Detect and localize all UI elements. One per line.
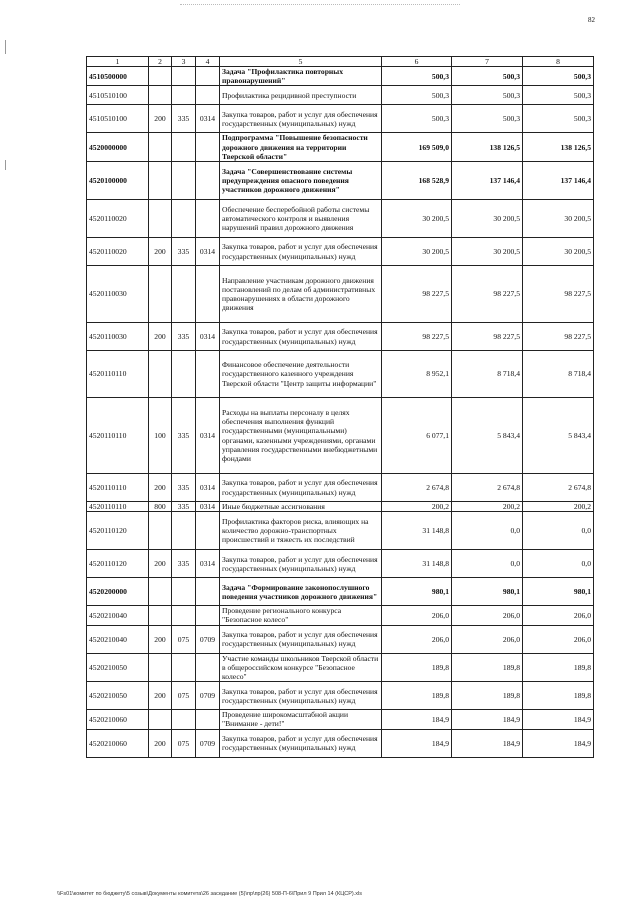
row-value-cell: 206,0 bbox=[382, 606, 452, 625]
row-vr-cell: 200 bbox=[149, 474, 172, 502]
row-name-cell: Обеспечение бесперебойной работы системы автоматического контроля и выявления нарушений правил дорожного движения bbox=[220, 200, 382, 238]
row-razdel-cell bbox=[172, 653, 196, 682]
row-vr-cell: 200 bbox=[149, 729, 172, 757]
row-value-cell: 30 200,5 bbox=[452, 238, 523, 266]
row-vr-cell bbox=[149, 67, 172, 86]
row-podr-cell bbox=[196, 512, 220, 550]
row-razdel-cell: 335 bbox=[172, 238, 196, 266]
row-name-cell: Проведение широкомасштабной акции "Внимание - дети!" bbox=[220, 710, 382, 729]
table-row bbox=[87, 550, 594, 578]
row-code-cell: 4510510100 bbox=[87, 105, 149, 133]
table-row bbox=[87, 578, 594, 606]
row-razdel-cell bbox=[172, 200, 196, 238]
table-row bbox=[87, 398, 594, 474]
row-name-cell: Задача "Формирование законопослушного поведения участников дорожного движения" bbox=[220, 578, 382, 606]
row-vr-cell bbox=[149, 133, 172, 162]
row-value-cell: 500,3 bbox=[452, 86, 523, 105]
row-value-cell: 189,8 bbox=[452, 682, 523, 710]
row-razdel-cell bbox=[172, 162, 196, 200]
row-code-cell: 4520110110 bbox=[87, 398, 149, 474]
table-row bbox=[87, 133, 594, 162]
row-value-cell: 184,9 bbox=[523, 729, 594, 757]
column-header: 5 bbox=[220, 57, 382, 67]
row-code-cell: 4520210060 bbox=[87, 729, 149, 757]
table-row bbox=[87, 162, 594, 200]
row-razdel-cell bbox=[172, 578, 196, 606]
row-value-cell: 138 126,5 bbox=[452, 133, 523, 162]
row-code-cell: 4520210040 bbox=[87, 625, 149, 653]
row-value-cell: 206,0 bbox=[523, 625, 594, 653]
row-podr-cell: 0314 bbox=[196, 502, 220, 512]
row-vr-cell bbox=[149, 162, 172, 200]
row-podr-cell: 0314 bbox=[196, 323, 220, 351]
table-row bbox=[87, 606, 594, 625]
table-row bbox=[87, 86, 594, 105]
row-value-cell: 0,0 bbox=[523, 512, 594, 550]
row-razdel-cell: 075 bbox=[172, 625, 196, 653]
row-podr-cell bbox=[196, 266, 220, 323]
row-value-cell: 500,3 bbox=[382, 67, 452, 86]
row-code-cell: 4520210050 bbox=[87, 682, 149, 710]
row-podr-cell bbox=[196, 578, 220, 606]
row-podr-cell: 0314 bbox=[196, 238, 220, 266]
row-value-cell: 980,1 bbox=[452, 578, 523, 606]
column-header: 8 bbox=[523, 57, 594, 67]
row-value-cell: 189,8 bbox=[382, 653, 452, 682]
row-value-cell: 500,3 bbox=[523, 67, 594, 86]
table-row bbox=[87, 502, 594, 512]
row-vr-cell bbox=[149, 512, 172, 550]
row-value-cell: 98 227,5 bbox=[452, 266, 523, 323]
row-value-cell: 8 718,4 bbox=[523, 351, 594, 398]
row-name-cell: Закупка товаров, работ и услуг для обеспечения государственных (муниципальных) нужд bbox=[220, 238, 382, 266]
row-code-cell: 4520210050 bbox=[87, 653, 149, 682]
row-vr-cell bbox=[149, 710, 172, 729]
row-razdel-cell: 335 bbox=[172, 323, 196, 351]
row-value-cell: 98 227,5 bbox=[523, 266, 594, 323]
row-vr-cell: 200 bbox=[149, 625, 172, 653]
row-vr-cell bbox=[149, 86, 172, 105]
row-podr-cell bbox=[196, 351, 220, 398]
row-name-cell: Участие команды школьников Тверской области в общероссийском конкурсе "Безопасное колесо" bbox=[220, 653, 382, 682]
row-value-cell: 500,3 bbox=[523, 105, 594, 133]
row-value-cell: 5 843,4 bbox=[452, 398, 523, 474]
row-value-cell: 0,0 bbox=[452, 512, 523, 550]
row-code-cell: 4520110030 bbox=[87, 323, 149, 351]
row-value-cell: 500,3 bbox=[382, 86, 452, 105]
row-vr-cell: 800 bbox=[149, 502, 172, 512]
table-row bbox=[87, 729, 594, 757]
row-value-cell: 200,2 bbox=[523, 502, 594, 512]
row-name-cell: Закупка товаров, работ и услуг для обеспечения государственных (муниципальных) нужд bbox=[220, 550, 382, 578]
row-value-cell: 184,9 bbox=[452, 729, 523, 757]
row-vr-cell: 200 bbox=[149, 238, 172, 266]
row-code-cell: 4520110110 bbox=[87, 351, 149, 398]
row-value-cell: 0,0 bbox=[452, 550, 523, 578]
row-value-cell: 6 077,1 bbox=[382, 398, 452, 474]
row-vr-cell: 200 bbox=[149, 550, 172, 578]
row-razdel-cell: 335 bbox=[172, 502, 196, 512]
row-name-cell: Закупка товаров, работ и услуг для обеспечения государственных (муниципальных) нужд bbox=[220, 682, 382, 710]
row-code-cell: 4520200000 bbox=[87, 578, 149, 606]
row-value-cell: 200,2 bbox=[382, 502, 452, 512]
row-value-cell: 0,0 bbox=[523, 550, 594, 578]
row-name-cell: Профилактика рецидивной преступности bbox=[220, 86, 382, 105]
column-header: 4 bbox=[196, 57, 220, 67]
row-podr-cell bbox=[196, 67, 220, 86]
row-podr-cell bbox=[196, 710, 220, 729]
table-row bbox=[87, 625, 594, 653]
row-value-cell: 980,1 bbox=[523, 578, 594, 606]
row-razdel-cell bbox=[172, 67, 196, 86]
row-name-cell: Финансовое обеспечение деятельности государственного казенного учреждения Тверской области "Центр защиты информации" bbox=[220, 351, 382, 398]
row-value-cell: 206,0 bbox=[382, 625, 452, 653]
row-code-cell: 4520000000 bbox=[87, 133, 149, 162]
table-row bbox=[87, 67, 594, 86]
row-value-cell: 169 509,0 bbox=[382, 133, 452, 162]
row-value-cell: 138 126,5 bbox=[523, 133, 594, 162]
row-podr-cell: 0709 bbox=[196, 729, 220, 757]
file-path-footer: \\Fs01\комитет по бюджету\5 созыв\Документы комитета\26 заседание (5)\пр\пр(26) 508-П-6\Прил 9 Прил 14 (КЦСР).xls bbox=[57, 891, 362, 897]
budget-table bbox=[86, 56, 594, 758]
row-podr-cell: 0709 bbox=[196, 682, 220, 710]
table-row bbox=[87, 200, 594, 238]
row-value-cell: 137 146,4 bbox=[523, 162, 594, 200]
row-razdel-cell: 335 bbox=[172, 105, 196, 133]
row-value-cell: 98 227,5 bbox=[452, 323, 523, 351]
table-row bbox=[87, 238, 594, 266]
row-name-cell: Закупка товаров, работ и услуг для обеспечения государственных (муниципальных) нужд bbox=[220, 323, 382, 351]
row-razdel-cell: 335 bbox=[172, 550, 196, 578]
row-podr-cell bbox=[196, 86, 220, 105]
row-value-cell: 31 148,8 bbox=[382, 512, 452, 550]
row-razdel-cell bbox=[172, 351, 196, 398]
column-header: 3 bbox=[172, 57, 196, 67]
scan-artifact-line bbox=[180, 4, 460, 7]
row-code-cell: 4510500000 bbox=[87, 67, 149, 86]
row-value-cell: 98 227,5 bbox=[382, 266, 452, 323]
row-name-cell: Задача "Совершенствование системы предупреждения опасного поведения участников дорожного движения" bbox=[220, 162, 382, 200]
row-value-cell: 98 227,5 bbox=[382, 323, 452, 351]
row-razdel-cell bbox=[172, 86, 196, 105]
row-vr-cell bbox=[149, 653, 172, 682]
row-value-cell: 2 674,8 bbox=[523, 474, 594, 502]
column-header: 1 bbox=[87, 57, 149, 67]
row-name-cell: Закупка товаров, работ и услуг для обеспечения государственных (муниципальных) нужд bbox=[220, 105, 382, 133]
row-value-cell: 8 952,1 bbox=[382, 351, 452, 398]
row-value-cell: 98 227,5 bbox=[523, 323, 594, 351]
row-value-cell: 206,0 bbox=[452, 606, 523, 625]
row-value-cell: 184,9 bbox=[523, 710, 594, 729]
row-value-cell: 184,9 bbox=[382, 729, 452, 757]
row-value-cell: 189,8 bbox=[523, 653, 594, 682]
row-value-cell: 31 148,8 bbox=[382, 550, 452, 578]
row-code-cell: 4520110020 bbox=[87, 200, 149, 238]
scan-margin-mark bbox=[5, 160, 6, 170]
table-row bbox=[87, 653, 594, 682]
row-value-cell: 184,9 bbox=[382, 710, 452, 729]
row-name-cell: Закупка товаров, работ и услуг для обеспечения государственных (муниципальных) нужд bbox=[220, 474, 382, 502]
row-podr-cell: 0709 bbox=[196, 625, 220, 653]
row-code-cell: 4520110020 bbox=[87, 238, 149, 266]
row-value-cell: 189,8 bbox=[382, 682, 452, 710]
row-razdel-cell: 075 bbox=[172, 729, 196, 757]
row-vr-cell bbox=[149, 200, 172, 238]
table-row bbox=[87, 682, 594, 710]
row-value-cell: 500,3 bbox=[382, 105, 452, 133]
row-podr-cell: 0314 bbox=[196, 398, 220, 474]
row-value-cell: 30 200,5 bbox=[452, 200, 523, 238]
column-header: 6 bbox=[382, 57, 452, 67]
scan-margin-mark bbox=[5, 40, 6, 54]
row-code-cell: 4520100000 bbox=[87, 162, 149, 200]
row-podr-cell bbox=[196, 653, 220, 682]
row-value-cell: 500,3 bbox=[452, 105, 523, 133]
row-vr-cell: 100 bbox=[149, 398, 172, 474]
row-code-cell: 4520110110 bbox=[87, 502, 149, 512]
row-razdel-cell: 335 bbox=[172, 398, 196, 474]
table-header-row bbox=[87, 57, 594, 67]
row-name-cell: Расходы на выплаты персоналу в целях обеспечения выполнения функций государственными (муниципальными) органами, казенными учреждениями, органами управления государственными внебюджетными фондами bbox=[220, 398, 382, 474]
row-value-cell: 184,9 bbox=[452, 710, 523, 729]
row-name-cell: Закупка товаров, работ и услуг для обеспечения государственных (муниципальных) нужд bbox=[220, 729, 382, 757]
row-podr-cell bbox=[196, 606, 220, 625]
row-code-cell: 4520110120 bbox=[87, 550, 149, 578]
row-name-cell: Проведение регионального конкурса "Безопасное колесо" bbox=[220, 606, 382, 625]
table-row bbox=[87, 512, 594, 550]
row-podr-cell: 0314 bbox=[196, 474, 220, 502]
row-podr-cell bbox=[196, 162, 220, 200]
row-value-cell: 500,3 bbox=[452, 67, 523, 86]
row-vr-cell: 200 bbox=[149, 682, 172, 710]
table-row bbox=[87, 105, 594, 133]
row-razdel-cell bbox=[172, 606, 196, 625]
row-value-cell: 980,1 bbox=[382, 578, 452, 606]
row-vr-cell: 200 bbox=[149, 105, 172, 133]
row-value-cell: 30 200,5 bbox=[523, 200, 594, 238]
row-value-cell: 168 528,9 bbox=[382, 162, 452, 200]
table-row bbox=[87, 323, 594, 351]
table-row bbox=[87, 351, 594, 398]
row-podr-cell bbox=[196, 133, 220, 162]
row-name-cell: Направление участникам дорожного движения постановлений по делам об административных правонарушениях в области дорожного движения bbox=[220, 266, 382, 323]
row-code-cell: 4520110110 bbox=[87, 474, 149, 502]
row-value-cell: 189,8 bbox=[523, 682, 594, 710]
row-value-cell: 2 674,8 bbox=[382, 474, 452, 502]
row-value-cell: 30 200,5 bbox=[382, 238, 452, 266]
row-value-cell: 206,0 bbox=[452, 625, 523, 653]
table-row bbox=[87, 474, 594, 502]
row-razdel-cell: 335 bbox=[172, 474, 196, 502]
row-podr-cell: 0314 bbox=[196, 105, 220, 133]
row-vr-cell bbox=[149, 351, 172, 398]
row-value-cell: 30 200,5 bbox=[382, 200, 452, 238]
row-value-cell: 500,3 bbox=[523, 86, 594, 105]
row-vr-cell: 200 bbox=[149, 323, 172, 351]
row-razdel-cell: 075 bbox=[172, 682, 196, 710]
row-name-cell: Иные бюджетные ассигнования bbox=[220, 502, 382, 512]
row-razdel-cell bbox=[172, 133, 196, 162]
row-value-cell: 8 718,4 bbox=[452, 351, 523, 398]
row-value-cell: 137 146,4 bbox=[452, 162, 523, 200]
row-razdel-cell bbox=[172, 266, 196, 323]
row-value-cell: 5 843,4 bbox=[523, 398, 594, 474]
table-row bbox=[87, 266, 594, 323]
row-code-cell: 4510510100 bbox=[87, 86, 149, 105]
table-row bbox=[87, 710, 594, 729]
row-value-cell: 30 200,5 bbox=[523, 238, 594, 266]
row-razdel-cell bbox=[172, 710, 196, 729]
row-name-cell: Задача "Профилактика повторных правонарушений" bbox=[220, 67, 382, 86]
row-code-cell: 4520210060 bbox=[87, 710, 149, 729]
row-razdel-cell bbox=[172, 512, 196, 550]
row-code-cell: 4520210040 bbox=[87, 606, 149, 625]
row-code-cell: 4520110120 bbox=[87, 512, 149, 550]
row-value-cell: 2 674,8 bbox=[452, 474, 523, 502]
row-value-cell: 189,8 bbox=[452, 653, 523, 682]
row-podr-cell bbox=[196, 200, 220, 238]
row-podr-cell: 0314 bbox=[196, 550, 220, 578]
row-vr-cell bbox=[149, 266, 172, 323]
column-header: 7 bbox=[452, 57, 523, 67]
row-name-cell: Профилактика факторов риска, влияющих на количество дорожно-транспортных происшествий и тяжесть их последствий bbox=[220, 512, 382, 550]
row-code-cell: 4520110030 bbox=[87, 266, 149, 323]
row-value-cell: 200,2 bbox=[452, 502, 523, 512]
page-number: 82 bbox=[588, 16, 595, 24]
row-vr-cell bbox=[149, 578, 172, 606]
row-name-cell: Закупка товаров, работ и услуг для обеспечения государственных (муниципальных) нужд bbox=[220, 625, 382, 653]
row-value-cell: 206,0 bbox=[523, 606, 594, 625]
row-vr-cell bbox=[149, 606, 172, 625]
column-header: 2 bbox=[149, 57, 172, 67]
row-name-cell: Подпрограмма "Повышение безопасности дорожного движения на территории Тверской области" bbox=[220, 133, 382, 162]
